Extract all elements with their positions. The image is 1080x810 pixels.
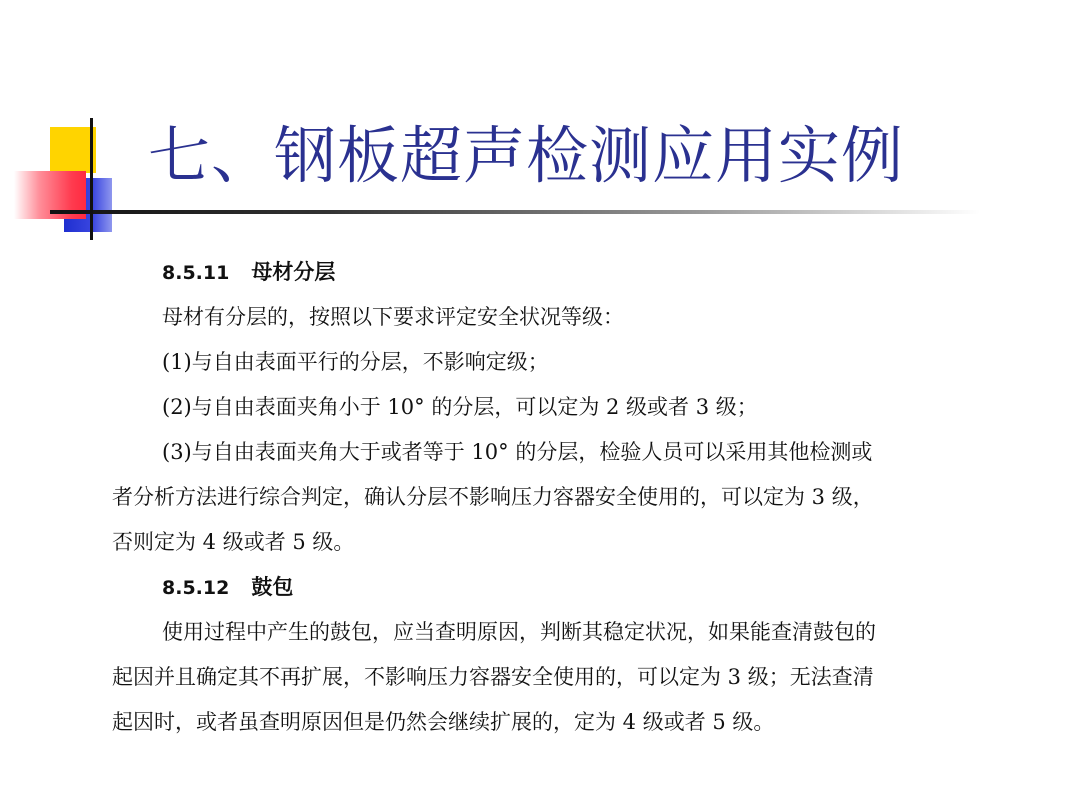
slide-title: 七、钢板超声检测应用实例 <box>148 119 905 192</box>
title-underline <box>50 210 980 214</box>
section-number: 8.5.12 <box>162 577 230 599</box>
paragraph-line: 起因并且确定其不再扩展，不影响压力容器安全使用的，可以定为 3 级；无法查清 <box>112 665 874 689</box>
paragraph-line: 者分析方法进行综合判定，确认分层不影响压力容器安全使用的，可以定为 3 级， <box>112 485 874 509</box>
section-title: 鼓包 <box>251 574 294 599</box>
section-number: 8.5.11 <box>162 262 230 284</box>
section-heading-8-5-11 <box>112 252 1012 297</box>
paragraph-line: 使用过程中产生的鼓包，应当查明原因，判断其稳定状况，如果能查清鼓包的 <box>162 620 876 644</box>
section-title: 母材分层 <box>251 259 336 284</box>
paragraph-line: (3)与自由表面夹角大于或者等于 10° 的分层，检验人员可以采用其他检测或 <box>162 440 873 464</box>
paragraph-line: 起因时，或者虽查明原因但是仍然会继续扩展的，定为 4 级或者 5 级。 <box>112 710 775 734</box>
paragraph-line: (1)与自由表面平行的分层，不影响定级； <box>162 350 549 374</box>
section-heading-8-5-12 <box>112 567 1012 612</box>
paragraph-line: 母材有分层的，按照以下要求评定安全状况等级： <box>162 305 624 329</box>
vertical-rule-decoration <box>90 118 93 240</box>
document-excerpt <box>112 252 1012 747</box>
paragraph-line: (2)与自由表面夹角小于 10° 的分层，可以定为 2 级或者 3 级； <box>162 395 758 419</box>
paragraph-line: 否则定为 4 级或者 5 级。 <box>112 530 355 554</box>
